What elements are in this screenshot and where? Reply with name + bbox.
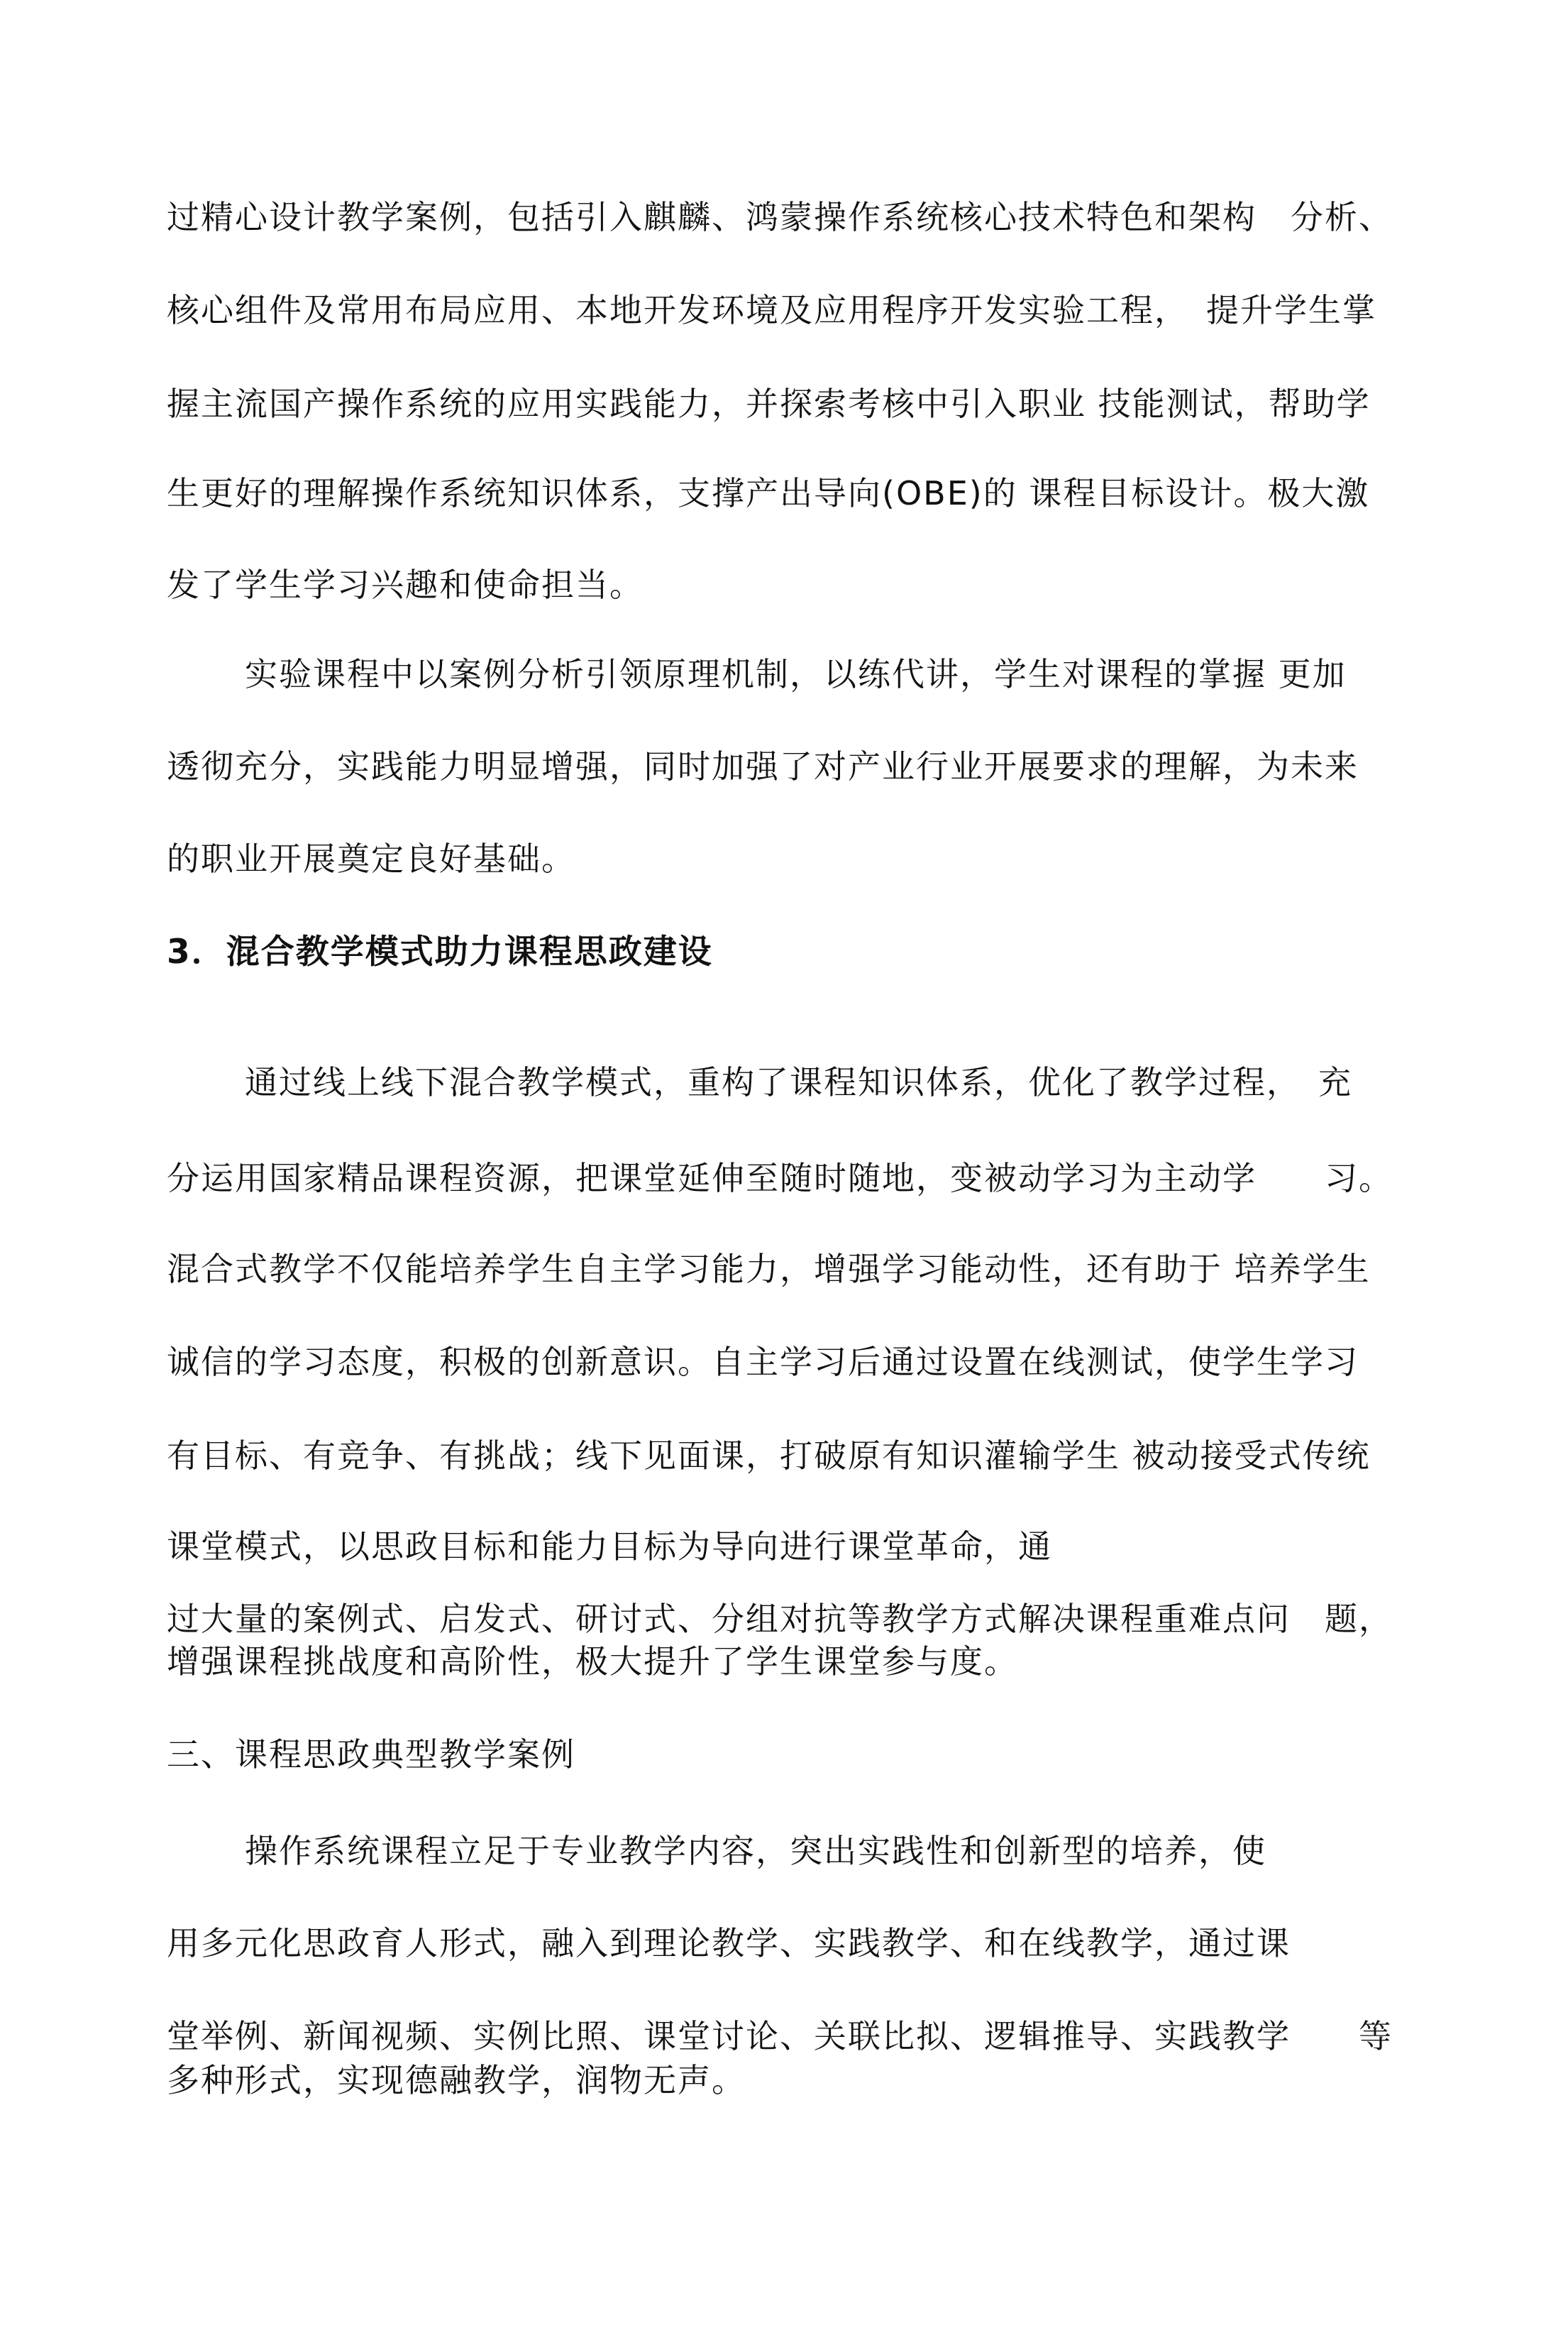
text-line: 实验课程中以案例分析引领原理机制，以练代讲，学生对课程的掌握 更加 (245, 655, 1347, 693)
text-line: 通过线上线下混合教学模式，重构了课程知识体系，优化了教学过程， 充 (245, 1063, 1352, 1101)
text-line: 多种形式，实现德融教学，润物无声。 (167, 2061, 746, 2099)
text-line: 过精心设计教学案例，包括引入麒麟、鸿蒙操作系统核心技术特色和架构 分析、 (167, 198, 1393, 236)
text-line: 课堂模式，以思政目标和能力目标为导向进行课堂革命，通 (167, 1527, 1052, 1566)
text-line: 堂举例、新闻视频、实例比照、课堂讨论、关联比拟、逻辑推导、实践教学 等 (167, 2017, 1393, 2055)
text-line: 诚信的学习态度，积极的创新意识。自主学习后通过设置在线测试，使学生学习 (167, 1343, 1359, 1381)
text-line: 生更好的理解操作系统知识体系，支撑产出导向(OBE)的 课程目标设计。极大激 (167, 474, 1370, 512)
section-heading-3: 3．混合教学模式助力课程思政建设 (167, 933, 713, 972)
text-line: 过大量的案例式、启发式、研讨式、分组对抗等教学方式解决课程重难点问 题， (167, 1600, 1393, 1638)
text-line: 的职业开展奠定良好基础。 (167, 840, 575, 878)
text-line: 有目标、有竞争、有挑战；线下见面课，打破原有知识灌输学生 被动接受式传统 (167, 1436, 1371, 1475)
text-line: 增强课程挑战度和高阶性，极大提升了学生课堂参与度。 (167, 1642, 1018, 1681)
text-line: 用多元化思政育人形式，融入到理论教学、实践教学、和在线教学，通过课 (167, 1924, 1291, 1962)
text-line: 分运用国家精品课程资源，把课堂延伸至随时随地，变被动学习为主动学 习。 (167, 1159, 1393, 1197)
text-line: 核心组件及常用布局应用、本地开发环境及应用程序开发实验工程， 提升学生掌 (167, 291, 1376, 329)
text-line: 握主流国产操作系统的应用实践能力，并探索考核中引入职业 技能测试，帮助学 (167, 385, 1371, 423)
text-line: 透彻充分，实践能力明显增强，同时加强了对产业行业开展要求的理解，为未来 (167, 747, 1359, 786)
text-line: 操作系统课程立足于专业教学内容，突出实践性和创新型的培养，使 (245, 1832, 1266, 1870)
section-title: 三、课程思政典型教学案例 (167, 1735, 575, 1774)
text-line: 混合式教学不仅能培养学生自主学习能力，增强学习能动性，还有助于 培养学生 (167, 1250, 1371, 1288)
text-line: 发了学生学习兴趣和使命担当。 (167, 566, 644, 604)
